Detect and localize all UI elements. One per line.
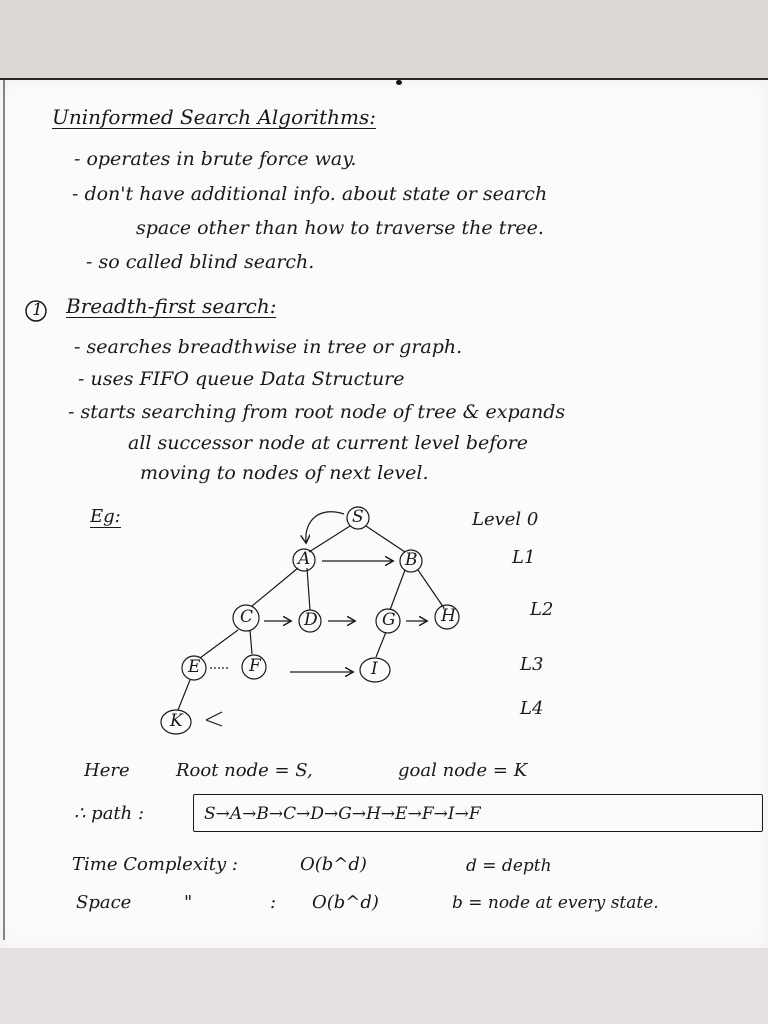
arrow-s-to-a bbox=[306, 512, 344, 542]
depth-note: d = depth bbox=[466, 856, 552, 876]
path-value: S→A→B→C→D→G→H→E→F→I→F bbox=[204, 804, 481, 824]
branching-note: b = node at every state. bbox=[452, 893, 659, 913]
edge-c-e bbox=[200, 630, 238, 658]
edge-b-g bbox=[390, 570, 405, 610]
edge-a-d bbox=[307, 568, 310, 610]
edge-g-i bbox=[376, 632, 386, 657]
node-e-label: E bbox=[188, 657, 201, 677]
space-ditto-mark: " bbox=[184, 892, 193, 913]
section-number: 1 bbox=[32, 300, 43, 320]
level-2-label: L2 bbox=[530, 599, 554, 620]
space-complexity-label: Space bbox=[76, 892, 132, 913]
bfs-point-4: all successor node at current level before bbox=[128, 432, 529, 454]
here-label: Here bbox=[84, 760, 130, 781]
bfs-point-2: - uses FIFO queue Data Structure bbox=[78, 368, 405, 390]
node-c-label: C bbox=[240, 607, 254, 627]
node-d-label: D bbox=[304, 610, 318, 630]
time-complexity-value: O(b^d) bbox=[300, 854, 367, 875]
intro-line-4: - so called blind search. bbox=[86, 251, 315, 273]
level-4-label: L4 bbox=[520, 698, 544, 719]
node-i-label: I bbox=[371, 659, 378, 679]
edge-c-f bbox=[250, 630, 252, 654]
node-b-label: B bbox=[405, 550, 418, 570]
edge-s-a bbox=[309, 526, 350, 552]
edge-b-h bbox=[418, 570, 444, 608]
time-complexity-label: Time Complexity : bbox=[72, 854, 238, 875]
bfs-point-1: - searches breadthwise in tree or graph. bbox=[74, 336, 463, 358]
edge-a-c bbox=[252, 568, 298, 606]
bfs-point-5: moving to nodes of next level. bbox=[140, 462, 429, 484]
edge-s-b bbox=[366, 526, 405, 552]
section-heading: Breadth-first search: bbox=[66, 294, 277, 318]
node-k-label: K bbox=[170, 711, 183, 731]
bfs-point-3: - starts searching from root node of tree & expands bbox=[68, 401, 566, 423]
arrow-to-k-b bbox=[206, 720, 222, 726]
arrow-to-k bbox=[206, 712, 222, 720]
root-node-text: Root node = S, bbox=[176, 760, 313, 781]
intro-line-1: - operates in brute force way. bbox=[74, 148, 357, 170]
page-title: Uninformed Search Algorithms: bbox=[52, 105, 376, 129]
node-f-label: F bbox=[249, 656, 261, 676]
goal-node-text: goal node = K bbox=[398, 760, 528, 781]
node-h-label: H bbox=[441, 606, 456, 626]
intro-line-3: space other than how to traverse the tree. bbox=[136, 217, 544, 239]
space-colon: : bbox=[270, 892, 277, 913]
path-label: ∴ path : bbox=[74, 803, 145, 824]
level-0-label: Level 0 bbox=[472, 509, 539, 530]
level-1-label: L1 bbox=[512, 547, 536, 568]
node-s-label: S bbox=[352, 507, 364, 527]
node-g-label: G bbox=[382, 610, 396, 630]
example-label: Eg: bbox=[90, 506, 121, 527]
level-3-label: L3 bbox=[520, 654, 544, 675]
edge-e-k bbox=[178, 680, 190, 710]
intro-line-2: - don't have additional info. about state or search bbox=[72, 183, 548, 205]
node-a-label: A bbox=[298, 549, 311, 569]
space-complexity-value: O(b^d) bbox=[312, 892, 379, 913]
